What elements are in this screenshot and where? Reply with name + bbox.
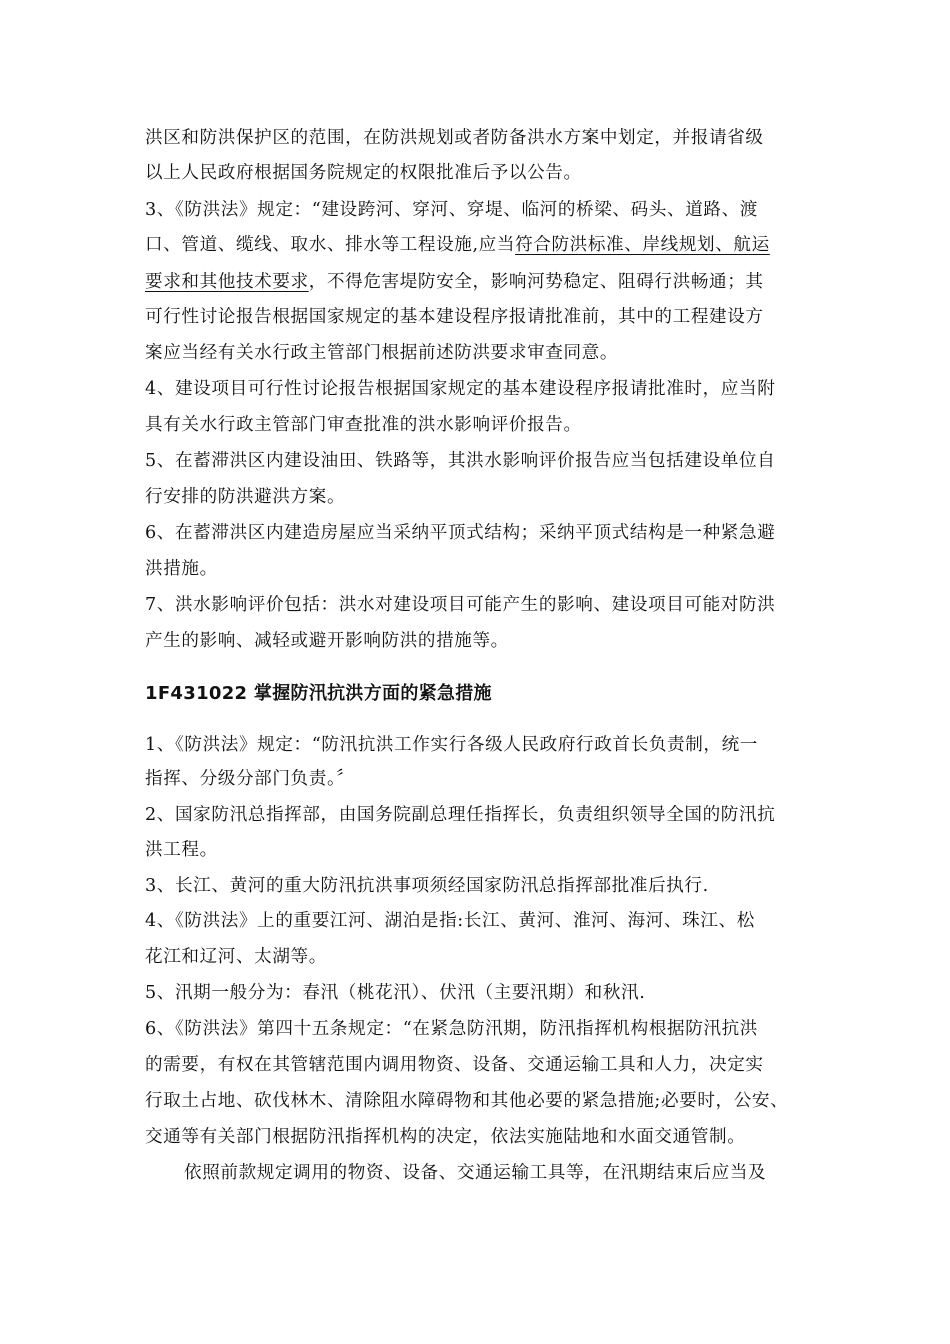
paragraph-line: 洪措施。: [145, 559, 218, 579]
paragraph-line: 5、在蓄滞洪区内建设油田、铁路等，其洪水影响评价报告应当包括建设单位自: [145, 451, 776, 471]
paragraph-line: 的需要，有权在其管辖范围内调用物资、设备、交通运输工具和人力，决定实: [145, 1055, 764, 1075]
paragraph-line: 指挥、分级分部门负责。〞: [145, 769, 355, 789]
paragraph-line: 4、《防洪法》上的重要江河、湖泊是指:长江、黄河、淮河、海河、珠江、松: [145, 911, 755, 931]
paragraph-line: 交通等有关部门根据防汛指挥机构的决定，依法实施陆地和水面交通管制。: [145, 1127, 746, 1147]
underlined-text: 要求和其他技术要求: [145, 272, 309, 292]
text-run: 口、管道、缆线、取水、排水等工程设施,应当: [145, 235, 516, 255]
paragraph-line: 洪区和防洪保护区的范围，在防洪规划或者防备洪水方案中划定，并报请省级: [145, 128, 764, 148]
paragraph-line: 具有关水行政主管部门审查批准的洪水影响评价报告。: [145, 415, 582, 435]
paragraph-line: 7、洪水影响评价包括：洪水对建设项目可能产生的影响、建设项目可能对防洪: [145, 595, 776, 615]
paragraph-line: [145, 233, 770, 257]
paragraph-line: 案应当经有关水行政主管部门根据前述防洪要求审查同意。: [145, 343, 619, 363]
paragraph-line: 可行性讨论报告根据国家规定的基本建设程序报请批准前，其中的工程建设方: [145, 307, 764, 327]
section-heading: 1F431022 掌握防汛抗洪方面的紧急措施: [145, 683, 492, 704]
paragraph-line: 行取土占地、砍伐林木、清除阻水障碍物和其他必要的紧急措施;必要时，公安、: [145, 1091, 789, 1111]
paragraph-line: 以上人民政府根据国务院规定的权限批准后予以公告。: [145, 163, 582, 183]
underlined-text: 符合防洪标准、岸线规划、航运: [515, 235, 770, 255]
paragraph-line: 洪工程。: [145, 840, 218, 860]
paragraph-line: 6、《防洪法》第四十五条规定：“在紧急防汛期，防汛指挥机构根据防汛抗洪: [145, 1019, 758, 1039]
paragraph-line: 花江和辽河、太湖等。: [145, 947, 327, 967]
paragraph-line: 2、国家防汛总指挥部，由国务院副总理任指挥长，负责组织领导全国的防汛抗: [145, 805, 776, 825]
paragraph-line: 3、长江、黄河的重大防汛抗洪事项须经国家防汛总指挥部批准后执行.: [145, 876, 709, 896]
paragraph-line: 3、《防洪法》规定：“建设跨河、穿河、穿堤、临河的桥梁、码头、道路、渡: [145, 200, 758, 220]
paragraph-line: 1、《防洪法》规定：“防汛抗洪工作实行各级人民政府行政首长负责制，统一: [145, 735, 758, 755]
paragraph-line: 4、建设项目可行性讨论报告根据国家规定的基本建设程序报请批准时，应当附: [145, 379, 776, 399]
paragraph-line: 依照前款规定调用的物资、设备、交通运输工具等，在汛期结束后应当及: [184, 1163, 767, 1183]
paragraph-line: 产生的影响、减轻或避开影响防洪的措施等。: [145, 631, 509, 651]
text-run: ，不得危害堤防安全，影响河势稳定、阻碍行洪畅通；其: [308, 272, 764, 292]
paragraph-line: 6、在蓄滞洪区内建造房屋应当采纳平顶式结构；采纳平顶式结构是一种紧急避: [145, 523, 776, 543]
paragraph-line: 5、汛期一般分为：春汛（桃花汛）、伏汛（主要汛期）和秋汛.: [145, 983, 646, 1003]
paragraph-line: 行安排的防洪避洪方案。: [145, 487, 346, 507]
paragraph-line: [145, 270, 764, 294]
